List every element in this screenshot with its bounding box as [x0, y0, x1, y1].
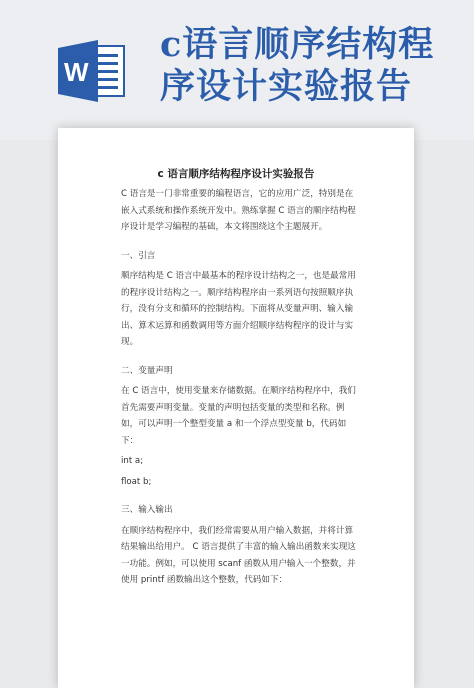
section1-paragraph: 顺序结构是 C 语言中最基本的程序设计结构之一，也是最常用的程序设计结构之一。顺序结构程序由一系列语句按照顺序执行，没有分支和循环的控制结构。下面将从变量声明、输入输出、算术运算和函数调用等方面介绍顺序结构程序的设计与实现。 — [121, 271, 356, 347]
section2-paragraph: 在 C 语言中，使用变量来存储数据。在顺序结构程序中，我们首先需要声明变量。变量的声明包括变量的类型和名称。例如，可以声明一个整型变量 a 和一个浮点型变量 b，代码如下： — [121, 386, 356, 446]
intro-paragraph: C 语言是一门非常重要的编程语言，它的应用广泛，特别是在嵌入式系统和操作系统开发中。熟练掌握 C 语言的顺序结构程序设计是学习编程的基础，本文将围绕这个主题展开。 — [121, 189, 356, 232]
code-line: float b; — [121, 476, 152, 487]
document-page — [58, 128, 414, 688]
section3-paragraph: 在顺序结构程序中，我们经常需要从用户输入数据，并将计算结果输出给用户。 C 语言提供了丰富的输入输出函数来实现这一功能。例如，可以使用 scanf 函数从用户输入一个整数，并使用 printf 函数输出这个整数，代码如下： — [121, 525, 356, 585]
section1-heading: 一、引言 — [121, 250, 156, 261]
word-icon — [58, 40, 126, 102]
banner-title: c语言顺序结构程序设计实验报告 — [160, 24, 435, 107]
word-logo-letter: W — [64, 57, 89, 87]
document-title: c 语言顺序结构程序设计实验报告 — [157, 168, 315, 180]
banner — [0, 0, 474, 140]
code-line: int a; — [121, 456, 144, 466]
document-body — [121, 186, 361, 589]
section3-heading: 三、输入输出 — [121, 505, 173, 515]
section2-heading: 二、变量声明 — [121, 365, 173, 376]
